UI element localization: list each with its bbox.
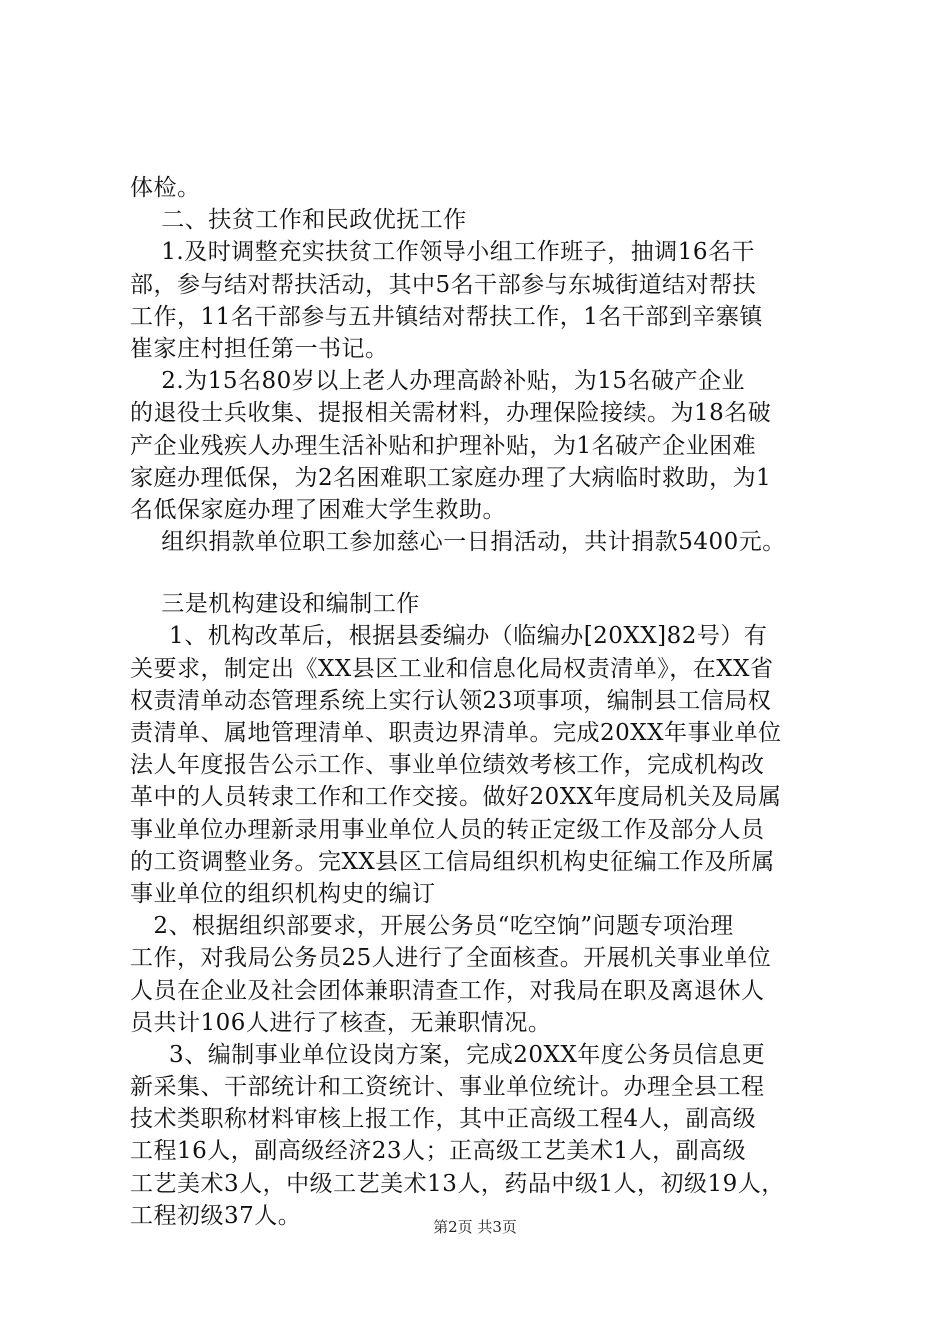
section-heading: 二、扶贫工作和民政优抚工作 <box>130 207 467 234</box>
text-line: 名低保家庭办理了困难大学生救助。 <box>130 496 506 523</box>
text-line: 新采集、干部统计和工资统计、事业单位统计。办理全县工程 <box>130 1074 765 1101</box>
text-line: 员共计106人进行了核查，无兼职情况。 <box>130 1009 552 1036</box>
text-line: 2、根据组织部要求，开展公务员“吃空饷”问题专项治理 <box>130 913 734 940</box>
text-line: 法人年度报告公示工作、事业单位绩效考核工作，完成机构改 <box>130 752 765 779</box>
text-line: 家庭办理低保，为2名困难职工家庭办理了大病临时救助，为1 <box>130 464 772 491</box>
text-line: 工艺美术3人，中级工艺美术13人，药品中级1人，初级19人， <box>130 1170 785 1197</box>
text-line: 事业单位的组织机构史的编订 <box>130 880 436 907</box>
text-line: 的退役士兵收集、提报相关需材料，办理保险接续。为18名破 <box>130 400 772 427</box>
paragraph-gap <box>130 558 830 588</box>
text-line: 3、编制事业单位设岗方案，完成20XX年度公务员信息更 <box>130 1041 766 1068</box>
section-heading: 三是机构建设和编制工作 <box>130 591 420 618</box>
text-line: 体检。 <box>130 175 201 201</box>
text-line: 组织捐款单位职工参加慈心一日捐活动，共计捐款5400元。 <box>130 529 786 556</box>
text-line: 工程初级37人。 <box>130 1202 302 1229</box>
text-line: 事业单位办理新录用事业单位人员的转正定级工作及部分人员 <box>130 816 765 843</box>
text-line: 工作，对我局公务员25人进行了全面核查。开展机关事业单位 <box>130 945 772 972</box>
text-line: 人员在企业及社会团体兼职清查工作，对我局在职及离退休人 <box>130 977 765 1004</box>
text-line: 产企业残疾人办理生活补贴和护理补贴，为1名破产企业困难 <box>130 432 757 459</box>
text-line: 工作，11名干部参与五井镇结对帮扶工作，1名干部到辛寨镇 <box>130 303 763 330</box>
text-line: 关要求，制定出《XX县区工业和信息化局权责清单》，在XX省 <box>130 655 774 682</box>
text-line: 崔家庄村担任第一书记。 <box>130 335 389 362</box>
text-line: 1、机构改革后，根据县委编办（临编办[20XX]82号）有 <box>130 623 768 650</box>
text-line: 部，参与结对帮扶活动，其中5名干部参与东城街道结对帮扶 <box>130 271 757 298</box>
text-line: 工程16人，副高级经济23人；正高级工艺美术1人，副高级 <box>130 1138 747 1165</box>
text-line: 责清单、属地管理清单、职责边界清单。完成20XX年事业单位 <box>130 720 782 746</box>
text-line: 权责清单动态管理系统上实行认领23项事项，编制县工信局权 <box>130 687 772 714</box>
text-line: 2.为15名80岁以上老人办理高龄补贴，为15名破产企业 <box>130 368 745 395</box>
text-line: 的工资调整业务。完XX县区工信局组织机构史征编工作及所属 <box>130 848 775 875</box>
text-line: 1.及时调整充实扶贫工作领导小组工作班子，抽调16名干 <box>130 239 755 266</box>
text-line: 革中的人员转隶工作和工作交接。做好20XX年度局机关及局属 <box>130 784 782 811</box>
page-footer: 第2页 共3页 <box>433 1218 517 1236</box>
text-line: 技术类职称材料审核上报工作，其中正高级工程4人，副高级 <box>130 1106 757 1133</box>
document-body <box>130 172 830 1232</box>
